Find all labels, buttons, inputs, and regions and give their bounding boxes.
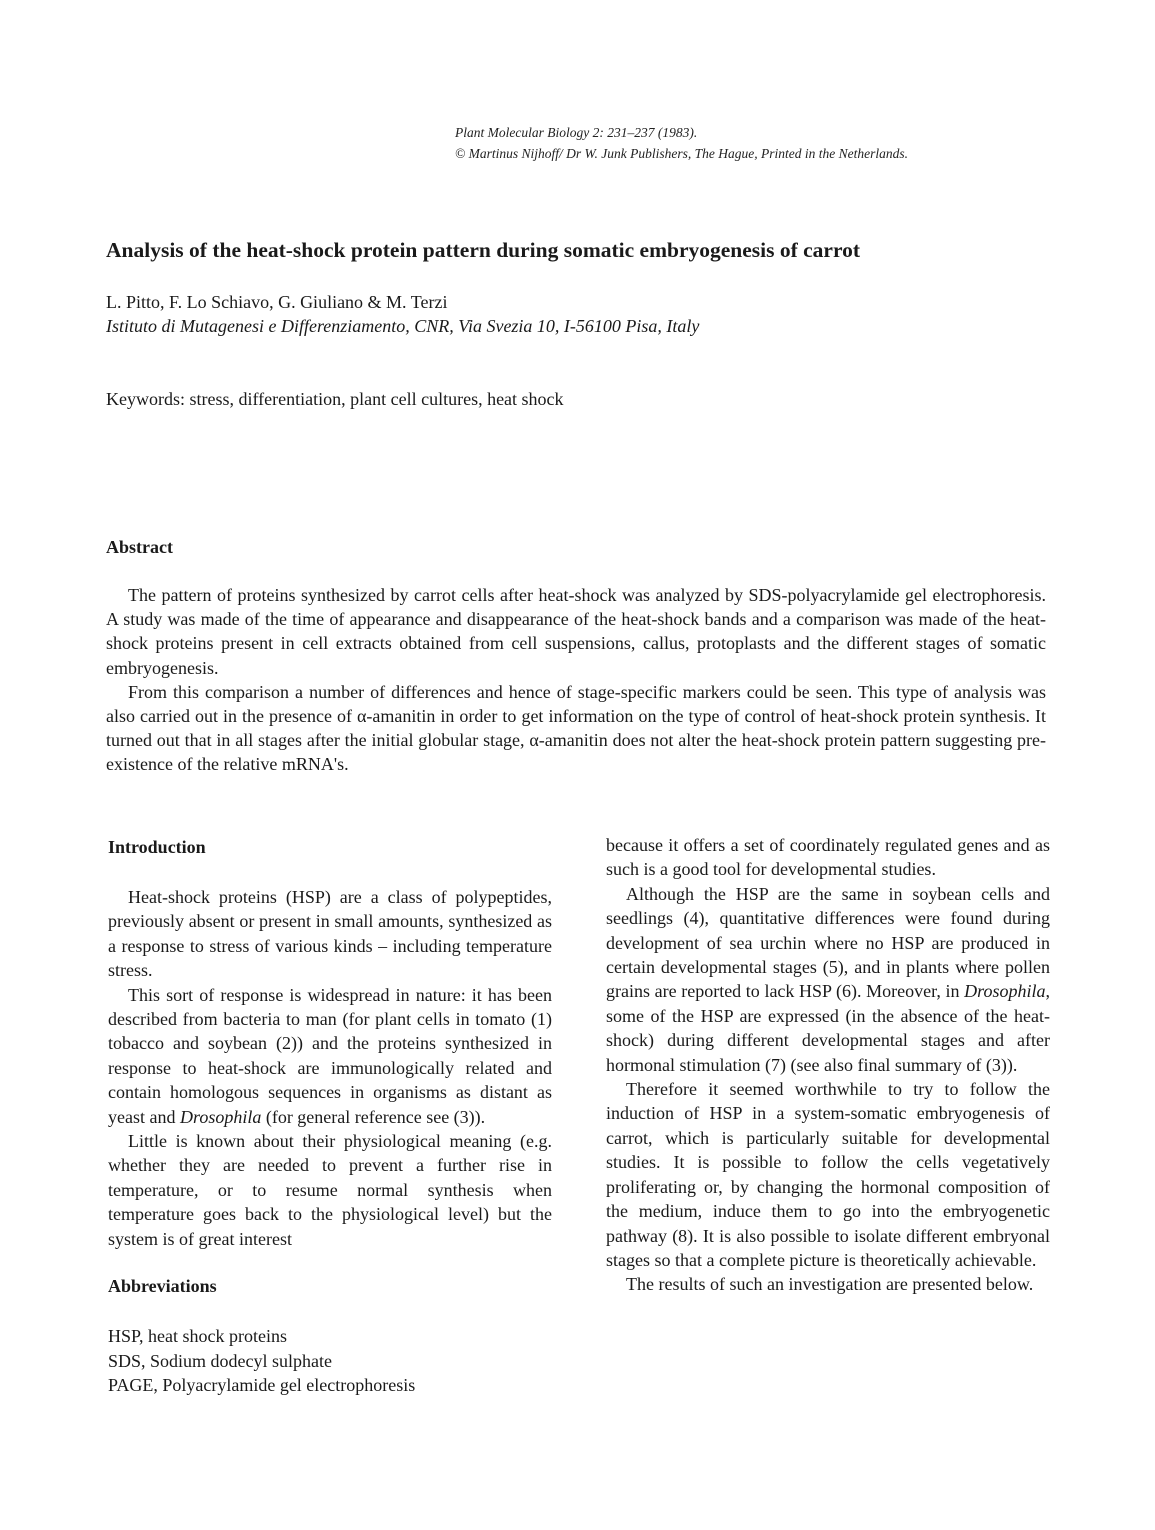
abstract-paragraph: The pattern of proteins synthesized by carrot cells after heat-shock was analyzed by SDS-polyacrylamide gel electrophoresis. A study was made of the time of appearance and disappearance of the heat-shock bands and a comparison was made of the heat-shock proteins present in cell extracts obtained from cell suspensions, callus, protoplasts and the different stages of somatic embryogenesis. <box>106 585 1046 678</box>
body-paragraph: because it offers a set of coordinately regulated genes and as such is a good tool for developmental studies. <box>606 835 1050 880</box>
abbreviation-item: HSP, heat shock proteins <box>108 1326 287 1347</box>
publisher-line: © Martinus Nijhoff/ Dr W. Junk Publishers, The Hague, Printed in the Netherlands. <box>455 146 908 161</box>
abbreviation-item: PAGE, Polyacrylamide gel electrophoresis <box>108 1374 416 1395</box>
author-list: L. Pitto, F. Lo Schiavo, G. Giuliano & M. Terzi <box>106 292 448 312</box>
keywords: Keywords: stress, differentiation, plant cell cultures, heat shock <box>106 389 564 409</box>
intro-paragraph: Little is known about their physiological meaning (e.g. whether they are needed to prevent a further rise in temperature, or to resume normal synthesis when temperature goes back to the physiological level) but the system is of great interest <box>108 1131 552 1249</box>
right-column <box>606 833 1050 1297</box>
body-paragraph: The results of such an investigation are presented below. <box>626 1274 1034 1295</box>
intro-paragraph: This sort of response is widespread in nature: it has been described from bacteria to man (for plant cells in tomato (1) tobacco and soybean (2)) and the proteins synthesized in response to heat-shock are immunologically related and contain homologous sequences in organisms as distant as yeast and Drosophila (for general reference see (3)). <box>108 984 552 1127</box>
abbreviation-item: SDS, Sodium dodecyl sulphate <box>108 1350 332 1371</box>
left-column <box>108 836 552 1397</box>
body-paragraph: Although the HSP are the same in soybean cells and seedlings (4), quantitative differences were found during development of sea urchin where no HSP are produced in certain developmental stages (5), and in plants where pollen grains are reported to lack HSP (6). Moreover, in Drosophila, some of the HSP are expressed (in the absence of the heat-shock) during different developmental stages and after hormonal stimulation (7) (see also final summary of (3)). <box>606 883 1050 1075</box>
abbreviations-heading: Abbreviations <box>108 1276 217 1297</box>
affiliation: Istituto di Mutagenesi e Differenziamento, CNR, Via Svezia 10, I-56100 Pisa, Italy <box>106 316 700 336</box>
abstract-heading: Abstract <box>106 537 173 557</box>
abstract-paragraph: From this comparison a number of differences and hence of stage-specific markers could be seen. This type of analysis was also carried out in the presence of α-amanitin in order to get information on the type of control of heat-shock protein synthesis. It turned out that in all stages after the initial globular stage, α-amanitin does not alter the heat-shock protein pattern suggesting pre-existence of the relative mRNA's. <box>106 681 1046 775</box>
journal-header <box>455 122 908 164</box>
body-paragraph: Therefore it seemed worthwhile to try to follow the induction of HSP in a system-somatic embryogenesis of carrot, which is particularly suitable for developmental studies. It is possible to follow the cells vegetatively proliferating or, by changing the hormonal composition of the medium, induce them to go into the embryogenetic pathway (8). It is also possible to isolate different embryonal stages so that a complete picture is theoretically achievable. <box>606 1079 1050 1270</box>
intro-paragraph: Heat-shock proteins (HSP) are a class of polypeptides, previously absent or present in small amounts, synthesized as a response to stress of various kinds – including temperature stress. <box>108 887 552 981</box>
journal-citation: Plant Molecular Biology 2: 231–237 (1983). <box>455 125 698 140</box>
introduction-heading: Introduction <box>108 837 206 857</box>
abstract-body <box>106 583 1046 777</box>
paper-title: Analysis of the heat-shock protein pattern during somatic embryogenesis of carrot <box>106 238 861 262</box>
